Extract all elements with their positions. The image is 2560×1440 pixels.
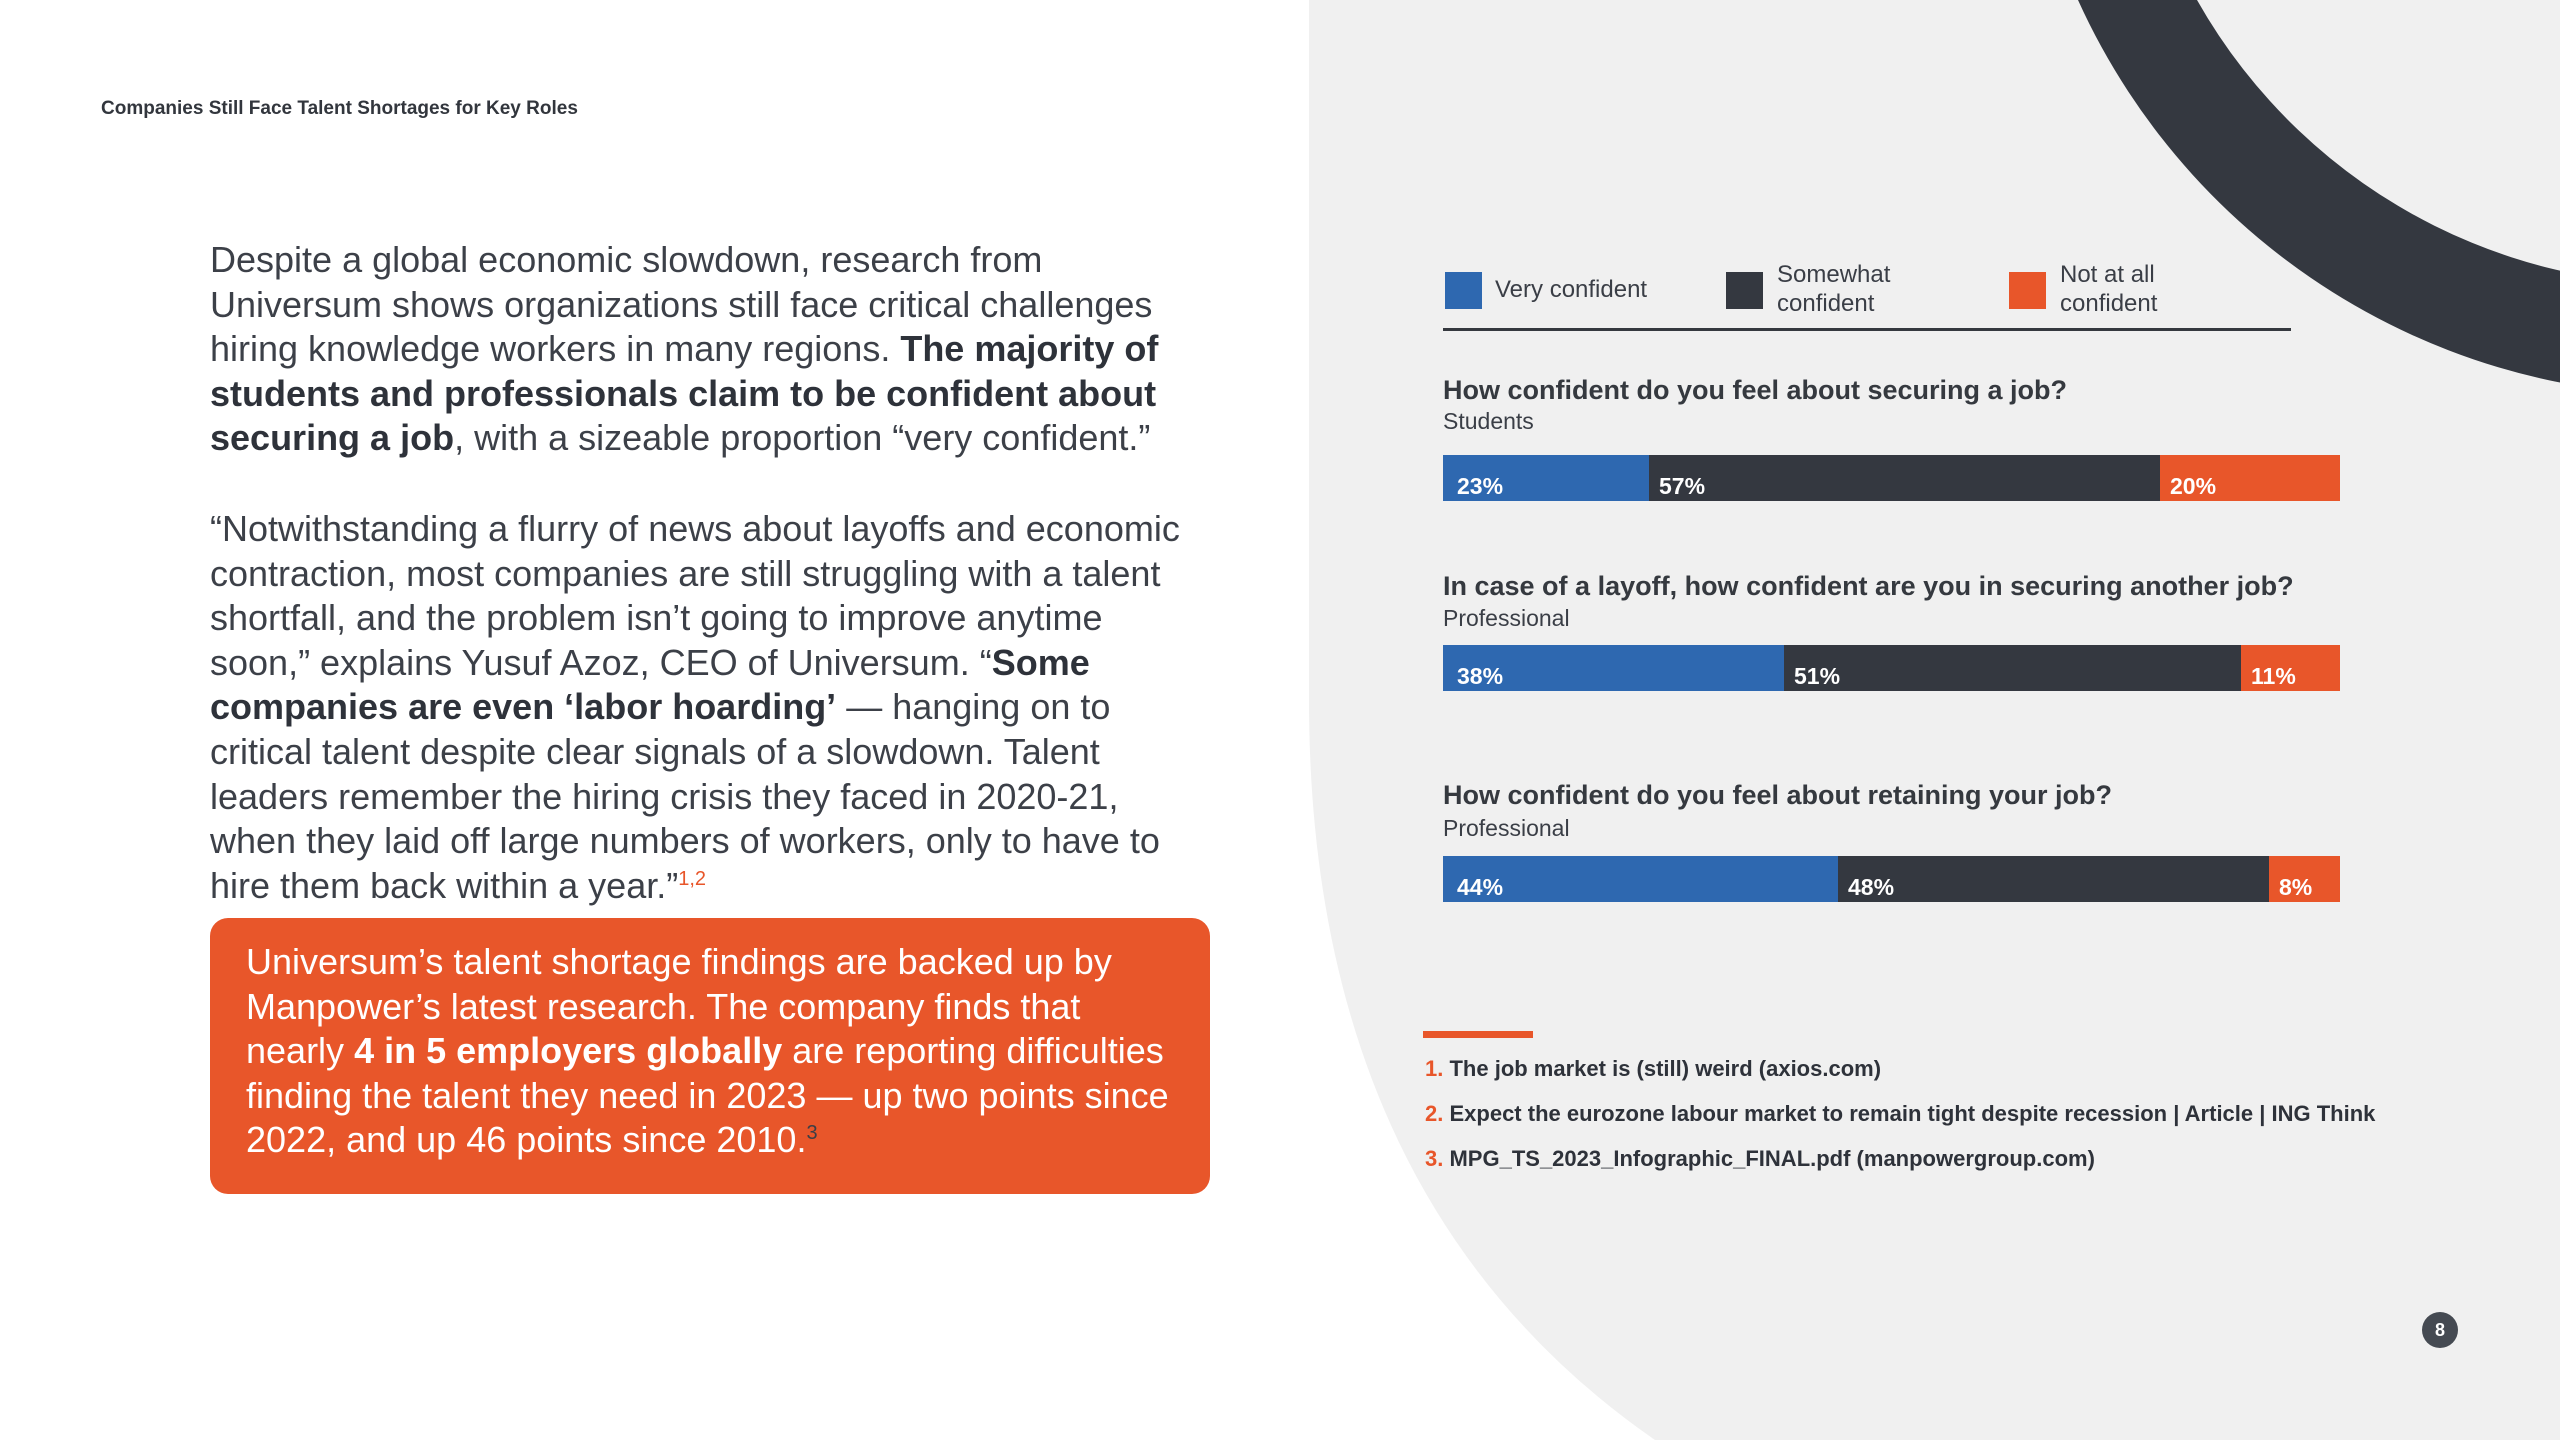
footnote-3-number: 3. — [1425, 1146, 1444, 1171]
legend-swatch-somewhat — [1726, 272, 1763, 309]
legend-somewhat-line2: confident — [1777, 290, 1875, 317]
stacked-bar-3 — [1443, 856, 2340, 902]
legend-not-line1: Not at all — [2060, 261, 2155, 288]
question-1-subtitle: Students — [1443, 408, 1534, 434]
bar-3-segment-very — [1443, 856, 1838, 902]
legend-not-line2: confident — [2060, 290, 2158, 317]
callout-text-c: are reporting difficulties finding the talent they need in 2023 — up two points since 2022, and up 46 points since 2010. — [246, 1030, 1169, 1161]
body-paragraph-1 — [210, 238, 1210, 461]
body-paragraph-2 — [210, 507, 1210, 908]
bar-3-label-very: 44% — [1457, 874, 1504, 900]
para1-bold: The majority of students and professionals claim to be confident about securing a job — [210, 328, 1159, 459]
bar-2-segment-somewhat — [1784, 645, 2241, 691]
para2-text-c: — hanging on to critical talent despite clear signals of a slowdown. Talent leaders remember the hiring crisis they faced in 2020-21, when they laid off large numbers of workers, only to have to hire them back within a year.” — [210, 686, 1160, 906]
para2-bold: Some companies are even ‘labor hoarding’ — [210, 641, 1090, 728]
bar-2-label-very: 38% — [1457, 663, 1504, 689]
footnote-ref-3[interactable]: 3 — [806, 1122, 818, 1145]
page-number-badge: 8 — [2422, 1312, 2458, 1348]
footnote-3[interactable] — [1425, 1146, 2095, 1172]
bar-3-segment-not — [2269, 856, 2340, 902]
question-3-subtitle: Professional — [1443, 815, 1570, 841]
bar-1-label-not: 20% — [2170, 473, 2217, 499]
para1-text-a: Despite a global economic slowdown, research from Universum shows organizations still face critical challenges hiring knowledge workers in many regions. — [210, 239, 1153, 370]
bar-2-segment-very — [1443, 645, 1784, 691]
footnote-2-link[interactable]: Expect the eurozone labour market to remain tight despite recession | Article | ING Think — [1449, 1101, 2376, 1126]
stacked-bar-1 — [1443, 455, 2340, 501]
footnote-2-number: 2. — [1425, 1101, 1444, 1126]
footnote-1-link[interactable]: The job market is (still) weird (axios.com) — [1449, 1056, 1882, 1081]
bar-3-label-somewhat: 48% — [1848, 874, 1895, 900]
legend-label-very: Very confident — [1495, 276, 1648, 303]
legend-swatch-very — [1445, 272, 1482, 309]
bar-1-segment-not — [2160, 455, 2340, 501]
legend-divider — [1443, 328, 2291, 331]
bar-1-segment-very — [1443, 455, 1649, 501]
footnote-2[interactable] — [1425, 1101, 2375, 1127]
footnote-ref-1-2[interactable]: 1,2 — [678, 867, 707, 890]
callout-bold: 4 in 5 employers globally — [354, 1030, 783, 1072]
legend-somewhat-line1: Somewhat — [1777, 261, 1891, 288]
page-header-title: Companies Still Face Talent Shortages for Key Roles — [101, 98, 578, 119]
question-2-subtitle: Professional — [1443, 605, 1570, 631]
question-3-title: How confident do you feel about retaining your job? — [1443, 780, 2112, 810]
para2-text-a: “Notwithstanding a flurry of news about layoffs and economic contraction, most companies are still struggling with a talent shortfall, and the problem isn’t going to improve anytime soon,” explains Yusuf Azoz, CEO of Universum. “ — [210, 508, 1180, 683]
stacked-bar-2 — [1443, 645, 2340, 691]
bar-2-label-somewhat: 51% — [1794, 663, 1841, 689]
footnote-1[interactable] — [1425, 1056, 1881, 1082]
bar-2-segment-not — [2241, 645, 2340, 691]
question-1-title: How confident do you feel about securing a job? — [1443, 375, 2068, 405]
para1-text-c: , with a sizeable proportion “very confident.” — [454, 417, 1151, 459]
legend-label-not — [2060, 260, 2157, 318]
callout-box — [210, 918, 1210, 1194]
footnotes-accent-rule — [1423, 1031, 1533, 1038]
bar-1-label-very: 23% — [1457, 473, 1504, 499]
footnote-3-link[interactable]: MPG_TS_2023_Infographic_FINAL.pdf (manpowergroup.com) — [1449, 1146, 2095, 1171]
bar-3-segment-somewhat — [1838, 856, 2269, 902]
footnote-1-number: 1. — [1425, 1056, 1444, 1081]
bar-1-segment-somewhat — [1649, 455, 2160, 501]
question-2-title: In case of a layoff, how confident are you in securing another job? — [1443, 571, 2294, 601]
callout-text-a: Universum’s talent shortage findings are backed up by Manpower’s latest research. The company finds that nearly — [246, 941, 1112, 1072]
bar-2-label-not: 11% — [2251, 663, 2296, 689]
bar-1-label-somewhat: 57% — [1659, 473, 1706, 499]
bar-3-label-not: 8% — [2279, 874, 2313, 900]
legend-swatch-not — [2009, 272, 2046, 309]
legend-label-somewhat — [1777, 260, 1890, 318]
